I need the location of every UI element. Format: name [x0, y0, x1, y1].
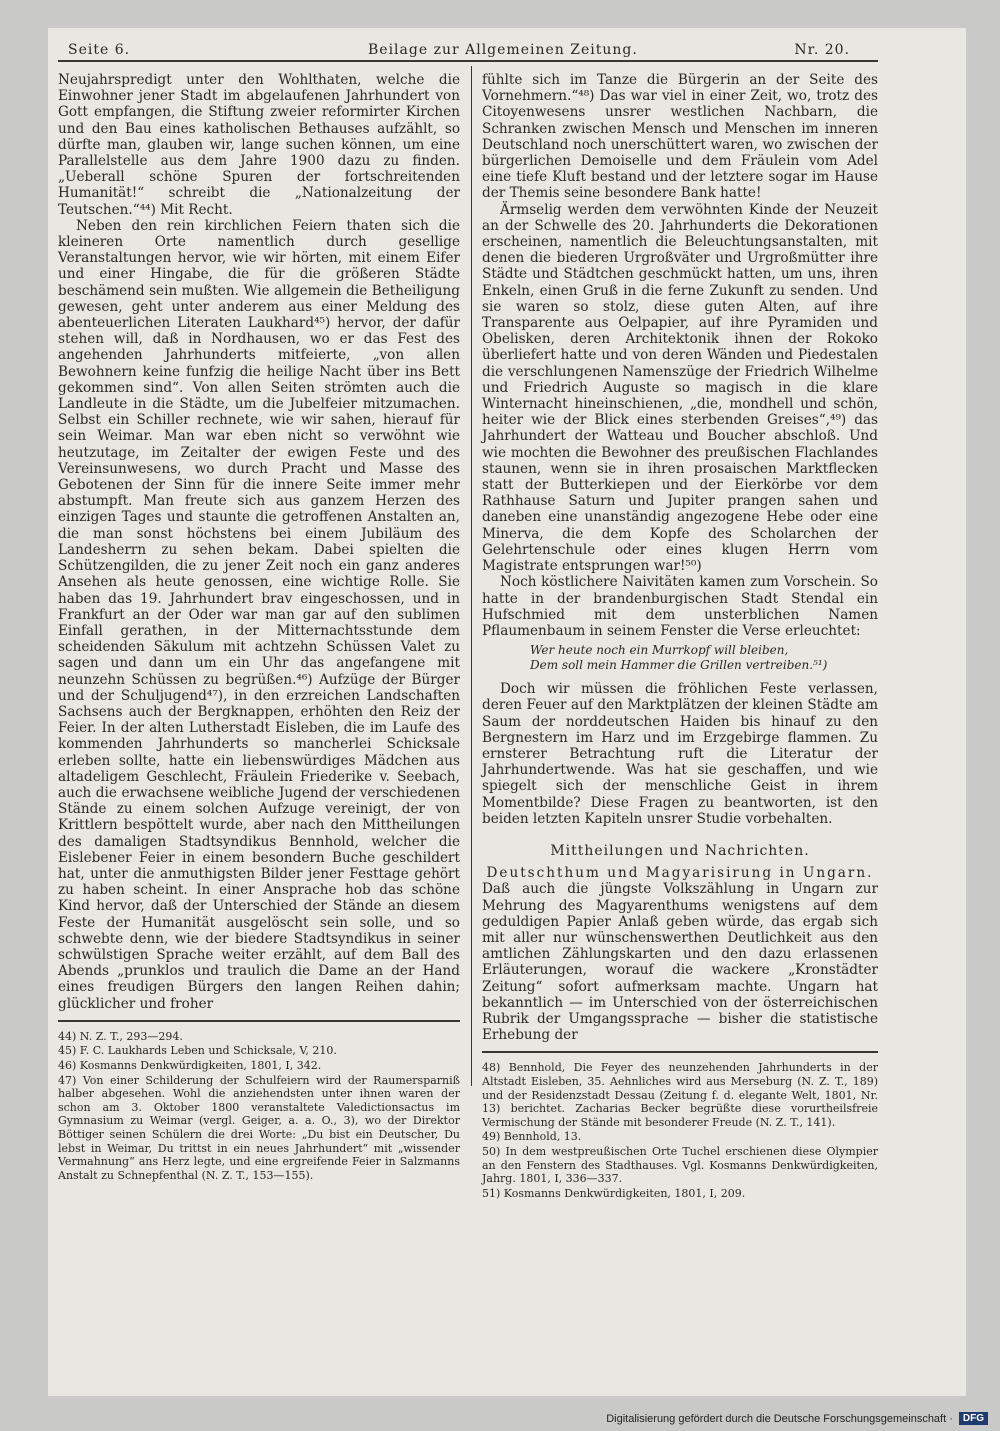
footnote: 47) Von einer Schilderung der Schulfeiern wird der Raumersparniß halber abgesehen. Wohl die anziehendsten unter ihnen waren der schon am 3. Oktober 1800 veranstaltete Valedictionsactus im Gymnasium zu Weimar (vergl. Geiger, a. a. O., 3), wo der Direktor Böttiger seinen Schülern die drei Worte: „Du bist ein Deutscher, Du lebst in Weimar, Du trittst in ein neues Jahrhundert“ mit „wissender Vermahnung“ ans Herz legte, und eine ergreifende Feier in Salzmanns Anstalt zu Schnepfenthal (N. Z. T., 153—155). [58, 1073, 460, 1182]
paragraph: Noch köstlichere Naivitäten kamen zum Vorschein. So hatte in der brandenburgischen Stadt Stendal ein Hufschmied mit dem unsterblichen Namen Pflaumenbaum in seinem Fenster die Verse erleuchtet: [482, 574, 878, 639]
paragraph: fühlte sich im Tanze die Bürgerin an der Seite des Vornehmern.“⁴⁸) Das war viel in einer Zeit, wo, trotz des Citoyenwesens unsrer westlichen Nachbarn, die Schranken zwischen Mensch und Menschen im inneren Deutschland noch unerschüttert waren, wo zwischen der bürgerlichen Demoiselle und dem Fräulein vom Adel eine tiefe Kluft bestand und der letztere sogar im Hause der Themis seine besondere Bank hatte! [482, 72, 878, 202]
footnote-rule [482, 1051, 878, 1053]
footnote: 49) Bennhold, 13. [482, 1130, 582, 1144]
paragraph: Neujahrspredigt unter den Wohlthaten, welche die Einwohner jener Stadt im abgelaufenen Jahrhundert von Gott empfangen, die Stiftung zweier reformirter Kirchen und den Bau eines katholischen Bethauses aufzählt, so dürfte man, glauben wir, lange suchen können, um eine Parallelstelle aus dem Jahre 1900 dazu zu finden. „Ueberall schöne Spuren der fortschreitenden Humanität!“ schreibt die „Nationalzeitung der Teutschen.“⁴⁴) Mit Recht. [58, 72, 460, 218]
publication-title: Beilage zur Allgemeinen Zeitung. [368, 42, 638, 58]
paragraph: Ärmselig werden dem verwöhnten Kinde der Neuzeit an der Schwelle des 20. Jahrhunderts die Dekorationen erscheinen, namentlich die Beleuchtungsanstalten, mit denen die biederen Urgroßväter und Urgroßmütter ihre Städte und Städtchen geschmückt hatten, um uns, ihren Enkeln, einen Gruß in die ferne Zukunft zu senden. Und sie waren so stolz, diese guten Alten, auf ihre Transparente aus Oelpapier, auf ihre Pyramiden und Obelisken, deren Architektonik ihnen der Rokoko überliefert hatte und von deren Wänden und Piedestalen die verschlungenen Namenszüge der Friedrich Wilhelme und Friedrich Auguste so magisch in die klare Winternacht hineinschienen, „die, mondhell und schön, heiter wie der Blick eines sterbenden Greises“,⁴⁹) das Jahrhundert der Watteau und Boucher abschloß. Und wie mochten die Bewohner des preußischen Flachlandes staunen, wenn sie in ihren prosaischen Marktflecken statt der Butterkiepen und der Eierkörbe vor dem Rathhause Saturn und Jupiter prangen sahen und daneben eine unanständig angezogene Hebe oder eine Minerva, die dem Kopfe des Scholarchen der Gelehrtenschule oder eines klugen Herrn vom Magistrate entsprungen war!⁵⁰) [482, 201, 878, 575]
footnotes-right [482, 1061, 878, 1200]
footnote-rule [58, 1020, 460, 1022]
footnote: 51) Kosmanns Denkwürdigkeiten, 1801, I, 209. [482, 1186, 746, 1200]
column-divider [471, 66, 472, 1086]
footnote: 50) In dem westpreußischen Orte Tuchel erschienen diese Olympier an den Fenstern des Stadthauses. Vgl. Kosmanns Denkwürdigkeiten, Jahrg. 1801, I, 336—337. [482, 1144, 878, 1186]
right-column [482, 72, 878, 1201]
left-column [58, 72, 460, 1183]
footnotes-left [58, 1030, 460, 1183]
footer-text: Digitalisierung gefördert durch die Deutsche Forschungsgemeinschaft · [606, 1412, 953, 1425]
verse-line: Wer heute noch ein Murrkopf will bleiben, [530, 643, 789, 658]
paragraph: Daß auch die jüngste Volkszählung in Ungarn zur Mehrung des Magyarenthums wenigstens auf dem geduldigen Papier Anlaß geben würde, das ergab sich mit aller nur wünschenswerthen Deutlichkeit aus den amtlichen Zählungskarten und den dazu erlassenen Erläuterungen, worauf die wackere „Kronstädter Zeitung“ sofort aufmerksam machte. Ungarn hat bekanntlich — im Unterschied von der österreichischen Rubrik der Umgangssprache — bisher die statistische Erhebung der [482, 881, 878, 1044]
section-title: Mittheilungen und Nachrichten. [550, 842, 810, 859]
verse [530, 643, 878, 673]
verse-line: Dem soll mein Hammer die Grillen vertreiben.⁵¹) [530, 658, 828, 673]
article-title: Deutschthum und Magyarisirung in Ungarn. [486, 865, 874, 882]
paragraph: Neben den rein kirchlichen Feiern thaten sich die kleineren Orte namentlich durch gesellige Veranstaltungen hervor, wie wir hörten, mit einem Eifer und einer Hingabe, die für die größeren Städte beschämend sein mußten. Wie allgemein die Betheiligung gewesen, geht unter anderem aus einer Meldung des abenteuerlichen Literaten Laukhard⁴⁵) hervor, der dafür stehen will, daß in Nordhausen, wo er das Fest des angehenden Jahrhunderts mitfeierte, „von allen Bewohnern keine funfzig die heilige Nacht über ins Bett gekommen sind“. Von allen Seiten strömten auch die Landleute in die Städte, um die Jubelfeier mitzumachen. Selbst ein Schiller rechnete, wie wir sahen, hierauf für sein Weimar. Man war eben nicht so verwöhnt wie heutzutage, im Zeitalter der ewigen Feste und des Vereinsunwesens, wo durch Pracht und Masse des Gebotenen der Sinn für die innere Seite immer mehr abstumpft. Man freute sich aus ganzem Herzen des einzigen Tages und staunte die getroffenen Anstalten an, die man sonst höchstens bei einem Jubiläum des Landesherrn zu sehen bekam. Dabei spielten die Schützengilden, die zu jener Zeit noch ein ganz anderes Ansehen als heute genossen, eine wichtige Rolle. Sie haben das 19. Jahrhundert brav eingeschossen, und in Frankfurt an der Oder war man gar auf den sublimen Einfall gerathen, in der Mitternachtsstunde dem scheidenden Säkulum mit achtzehn Schüssen Valet zu sagen und dann um ein Uhr das angefangene mit neunzehn Schüssen zu begrüßen.⁴⁶) Aufzüge der Bürger und der Schuljugend⁴⁷), in den erzreichen Landschaften Sachsens auch der Bergknappen, erhöhten den Reiz der Feier. In der alten Lutherstadt Eisleben, die im Laufe des kommenden Jahrhunderts so mancherlei Schicksale erleben sollte, hatte ein liebenswürdiges Mädchen aus altadeligem Geschlecht, Fräulein Friederike v. Seebach, auch die erwachsene weibliche Jugend der verschiedenen Stände zu einem solchen Aufzuge vereinigt, der von Krittlern bespöttelt wurde, aber nach den Mittheilungen des damaligen Stadtsyndikus Bennhold, welcher die Eislebener Feier in einem besondern Buche geschildert hat, unter die anmuthigsten Bilder jener Festtage gehört zu haben scheint. In einer Ansprache hob das schöne Kind hervor, daß der Unterschied der Stände an diesem Feste der Humanität ausgelöscht sein solle, und so schwebte denn, wie der biedere Stadtsyndikus in seiner schwülstigen Sprache weiter erzählt, auf dem Ball des Abends „prunklos und traulich die Dame an der Hand eines freudigen Bürgers den langen Reihen dahin; glücklicher und froher [58, 217, 460, 1012]
footnote: 48) Bennhold, Die Feyer des neunzehenden Jahrhunderts in der Altstadt Eisleben, 35. Aehnliches wird aus Merseburg (N. Z. T., 189) und der Residenzstadt Dessau (Zeitung f. d. elegante Welt, 1801, Nr. 13) berichtet. Zacharias Becker begrüßte diese vorurtheilsfreie Vermischung der Stände mit besonderer Freude (N. Z. T., 141). [482, 1061, 878, 1129]
page-header [68, 8, 850, 58]
issue-number: Nr. 20. [794, 42, 850, 58]
footnote: 44) N. Z. T., 293—294. [58, 1029, 183, 1043]
footer [606, 1412, 988, 1425]
dfg-logo: DFG [959, 1412, 988, 1425]
page-number: Seite 6. [68, 42, 131, 58]
footnote: 45) F. C. Laukhards Leben und Schicksale, V, 210. [58, 1044, 337, 1058]
paragraph: Doch wir müssen die fröhlichen Feste verlassen, deren Feuer auf den Marktplätzen der kleinen Städte am Saum der norddeutschen Haiden bis hinauf zu den Bergnestern im Harz und im Erzgebirge flammen. Zu ernsterer Betrachtung ruft die Literatur der Jahrhundertwende. Was hat sie geschaffen, und wie spiegelt sich der menschliche Geist in ihrem Momentbilde? Diese Fragen zu beantworten, ist den beiden letzten Kapiteln unsrer Studie vorbehalten. [482, 681, 878, 827]
header-rule [58, 60, 878, 62]
footnote: 46) Kosmanns Denkwürdigkeiten, 1801, I, 342. [58, 1058, 322, 1072]
